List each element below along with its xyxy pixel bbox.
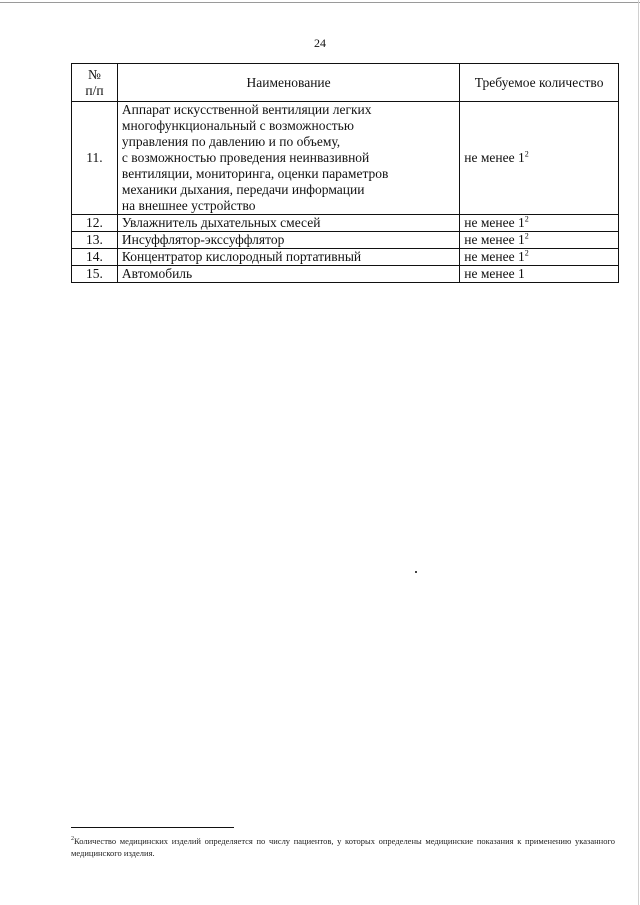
header-quantity-label: Требуемое количество [474,74,604,90]
footnote [71,835,615,859]
table-row [72,232,619,249]
row-quantity [460,249,619,266]
header-number [72,64,118,102]
row-quantity-text: не менее 1 [464,215,525,230]
table-row [72,102,619,215]
footnote-ref: 2 [524,214,529,224]
page-number: 24 [314,36,326,50]
footnote-ref: 2 [524,248,529,258]
row-quantity [460,266,619,283]
equipment-table [71,63,619,283]
header-number-label: № п/п [85,66,104,98]
row-number: 11. [72,102,118,215]
row-name: Концентратор кислородный портативный [117,249,459,266]
row-quantity-text: не менее 1 [464,232,525,247]
footnote-ref: 2 [524,231,529,241]
right-edge-rule [638,0,639,905]
footnote-divider [71,827,234,828]
row-name: Увлажнитель дыхательных смесей [117,215,459,232]
row-number: 12. [72,215,118,232]
row-name: Инсуффлятор-экссуффлятор [117,232,459,249]
table-row [72,249,619,266]
row-quantity-text: не менее 1 [464,266,525,281]
row-number: 14. [72,249,118,266]
row-name: Автомобиль [117,266,459,283]
footnote-marker: 2 [71,836,74,843]
footnote-text: Количество медицинских изделий определяется по числу пациентов, у которых определены медицинские показания к применению указанного медицинского изделия. [71,836,615,858]
row-quantity [460,215,619,232]
row-number: 13. [72,232,118,249]
table-header-row [72,64,619,102]
row-quantity [460,232,619,249]
row-quantity [460,102,619,215]
row-name-text: Аппарат искусственной вентиляции легких многофункциональный с возможностью управления по давлению и по объему, с возможностью проведения неинвазивной вентиляции, мониторинга, оценки параметров механики дыхания, передачи информации на внешнее устройство [121,102,389,213]
top-edge-rule [0,2,640,3]
header-quantity [460,64,619,102]
table-row [72,266,619,283]
table-row [72,215,619,232]
row-name [117,102,459,215]
header-name-label: Наименование [246,74,331,90]
header-name [117,64,459,102]
footnote-ref: 2 [524,149,529,159]
row-number: 15. [72,266,118,283]
row-quantity-text: не менее 1 [464,249,525,264]
row-quantity-text: не менее 1 [464,150,525,165]
scan-speck [415,571,417,573]
